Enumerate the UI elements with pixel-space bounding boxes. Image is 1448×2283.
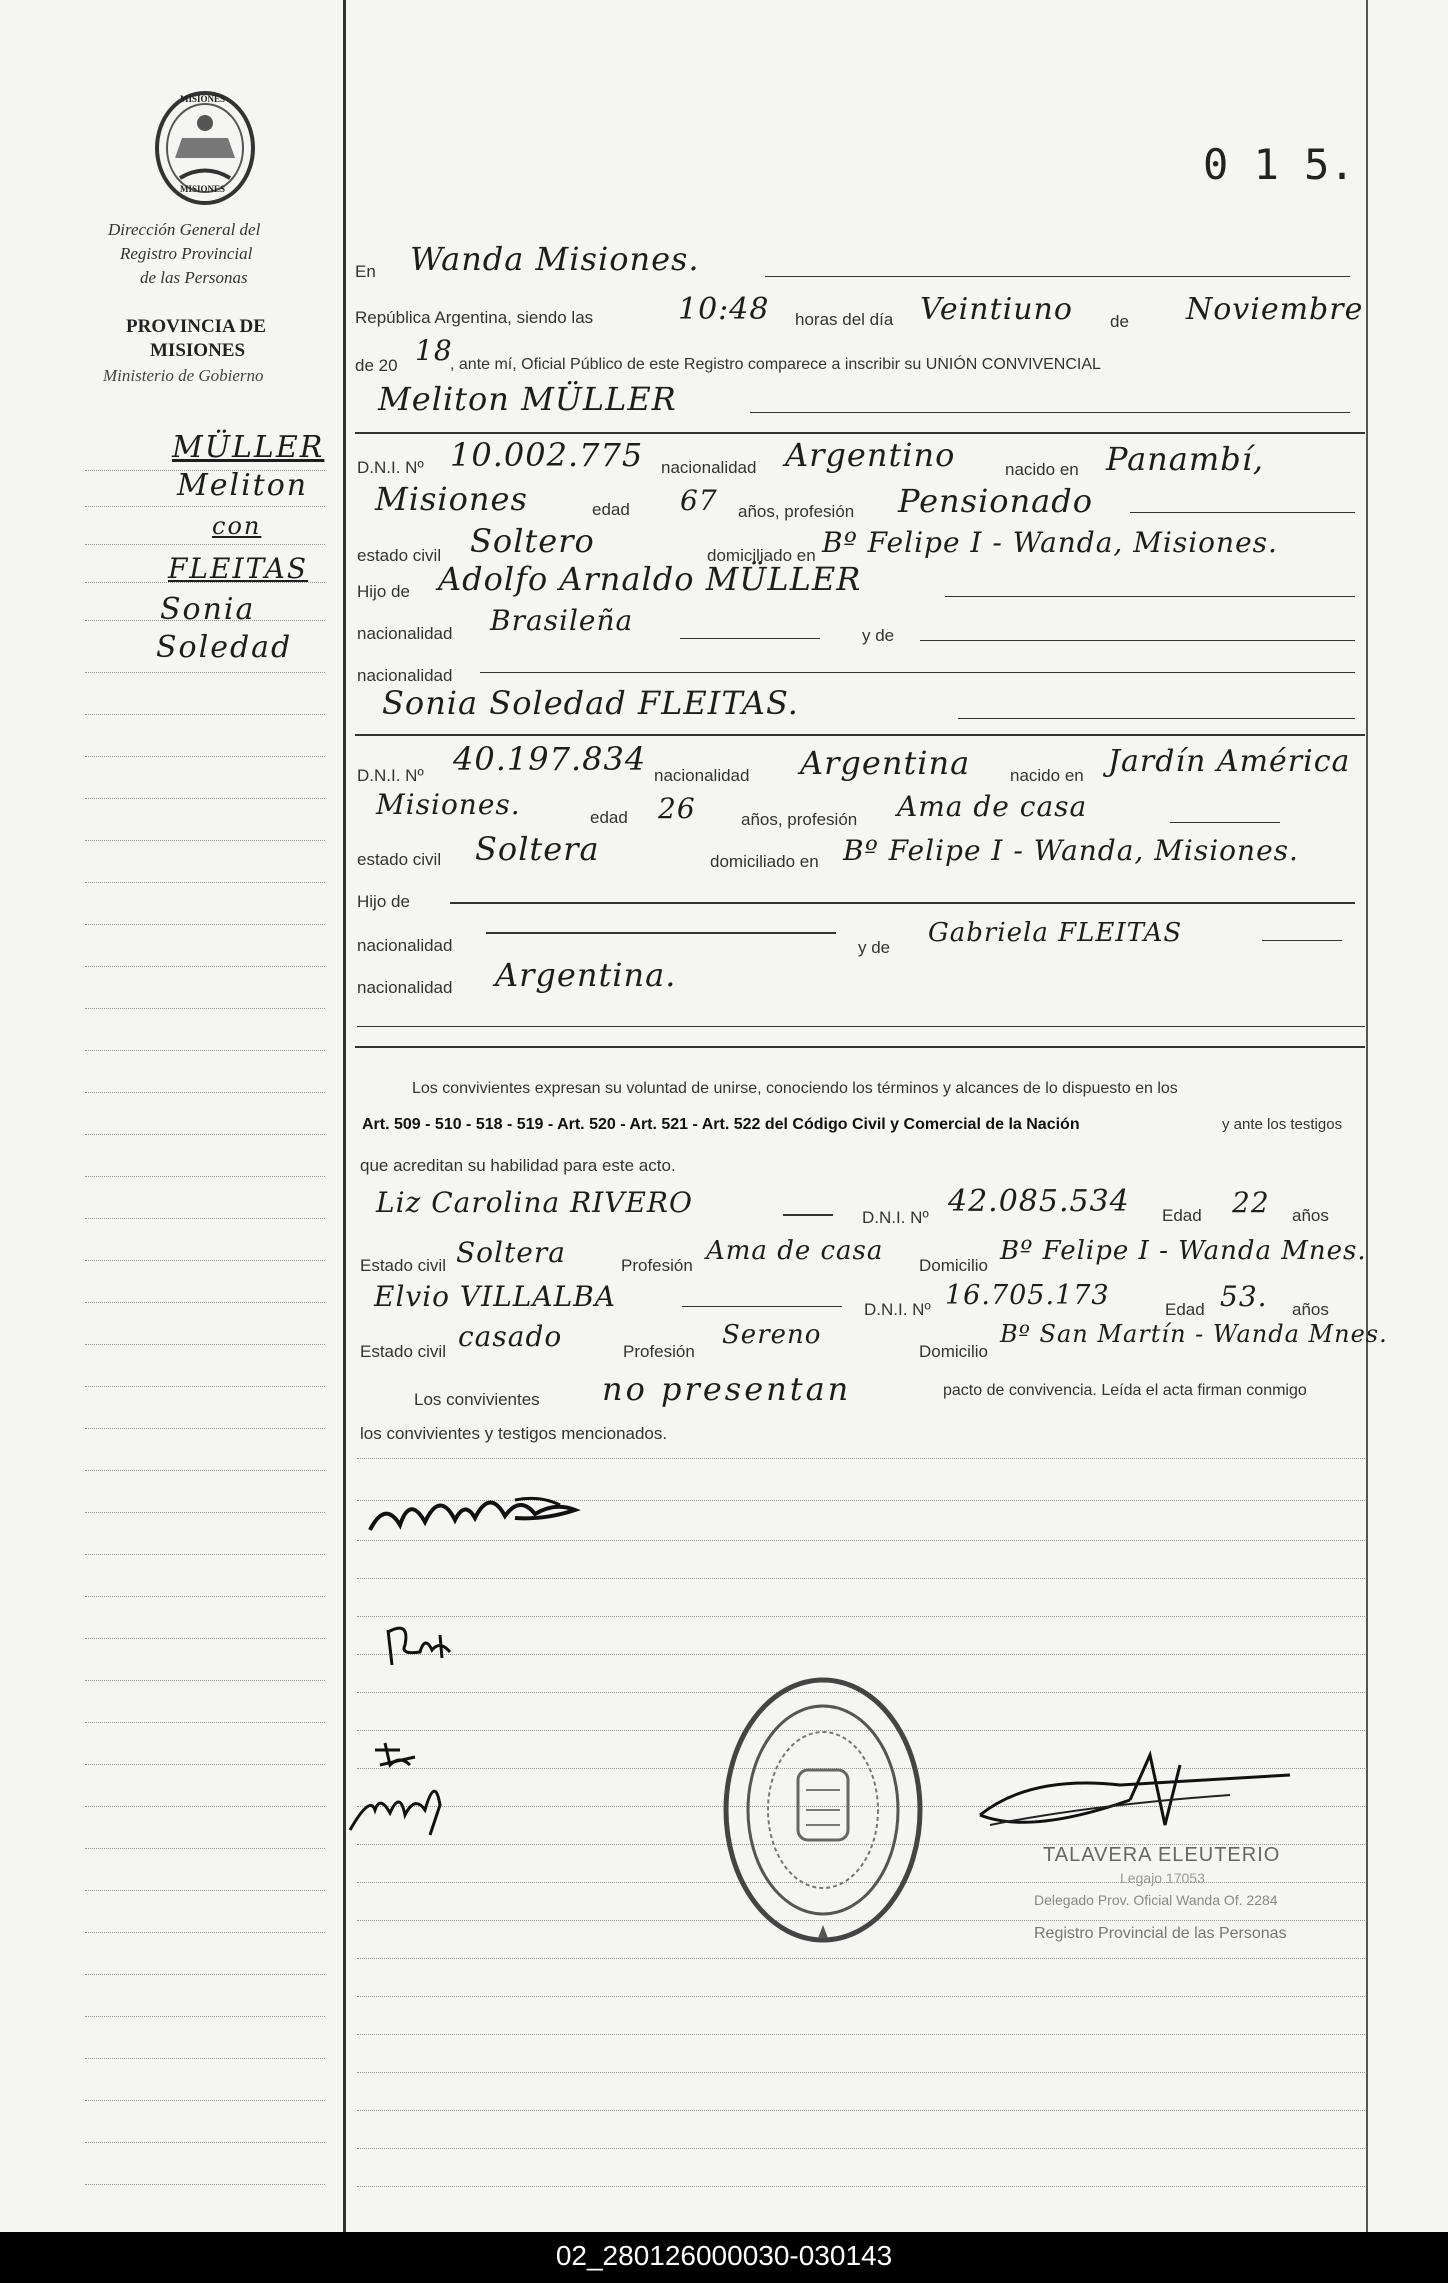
p2-label-dom: domiciliado en [710, 852, 819, 871]
p1-nationality: Argentino [785, 436, 956, 474]
p2-civil: Soltera [475, 830, 600, 868]
province-line-2: MISIONES [150, 340, 246, 361]
p1-label-nacido: nacido en [1005, 460, 1079, 479]
p1-address: Bº Felipe I - Wanda, Misiones. [822, 526, 1278, 559]
margin-name-2: Meliton [177, 468, 309, 503]
p2-label-nac2: nacionalidad [357, 936, 453, 955]
crest-text-bottom: MISIONES [180, 184, 226, 194]
p1-civil: Soltero [470, 522, 595, 560]
agency-line-1: Dirección General del [108, 220, 261, 239]
closing-label-pacto: pacto de convivencia. Leída el acta firman conmigo [943, 1382, 1307, 1399]
p2-label-nac: nacionalidad [654, 766, 750, 785]
closing-label-conv: Los convivientes [414, 1390, 540, 1409]
p1-label-dni: D.N.I. Nº [357, 458, 424, 477]
w1-label-edad: Edad [1162, 1206, 1202, 1225]
w2-profession: Sereno [722, 1320, 822, 1350]
p2-label-yde: y de [858, 938, 891, 957]
p2-profession: Ama de casa [897, 790, 1088, 823]
w2-label-prof: Profesión [623, 1342, 695, 1361]
crest-text-top: MISIONES [180, 94, 226, 104]
p1-dni: 10.002.775 [450, 436, 644, 474]
p1-profession: Pensionado [898, 482, 1093, 520]
p1-label-dom: domiciliado en [707, 546, 816, 565]
signature-1 [365, 1480, 615, 1540]
margin-name-1: MÜLLER [172, 430, 325, 465]
official-stamp [718, 1670, 928, 1950]
margin-name-6: Soledad [156, 630, 293, 665]
declaration-line-2-bold: Art. 509 - 510 - 518 - 519 - Art. 520 - Art. 521 - Art. 522 del Código Civil y Comercial de la Nación [362, 1116, 1080, 1133]
label-en: En [355, 262, 376, 281]
footer-code: 02_280126000030-030143 [555, 2240, 893, 2271]
w1-age: 22 [1232, 1186, 1270, 1219]
declaration-line-2-tail: y ante los testigos [1222, 1116, 1343, 1133]
p1-label-hijo: Hijo de [357, 582, 410, 601]
signature-2 [380, 1610, 470, 1670]
w2-label-estado: Estado civil [360, 1342, 446, 1361]
p2-label-estado: estado civil [357, 850, 442, 869]
official-role: Delegado Prov. Oficial Wanda Of. 2284 [1034, 1892, 1278, 1908]
place: Wanda Misiones. [410, 240, 700, 278]
left-column-border [343, 0, 346, 2232]
p2-mother-nat: Argentina. [495, 956, 677, 994]
margin-name-4: FLEITAS [168, 552, 309, 585]
w1-label-prof: Profesión [621, 1256, 693, 1275]
p1-label-nac: nacionalidad [661, 458, 757, 477]
label-ante: , ante mí, Oficial Público de este Registro comparece a inscribir su UNIÓN CONVIVENCIAL [450, 356, 1101, 373]
province-line-1: PROVINCIA DE [126, 316, 266, 337]
p2-birthplace2: Misiones. [376, 788, 521, 821]
w2-civil: casado [458, 1320, 563, 1353]
signature-3 [345, 1735, 475, 1845]
p1-label-nac3: nacionalidad [357, 666, 453, 685]
provincial-crest [150, 88, 260, 208]
margin-name-5: Sonia [160, 592, 256, 627]
closing-label-final: los convivientes y testigos mencionados. [360, 1424, 668, 1443]
w2-address: Bº San Martín - Wanda Mnes. [1000, 1320, 1388, 1348]
p2-label-nacido: nacido en [1010, 766, 1084, 785]
official-name: TALAVERA ELEUTERIO [1043, 1844, 1281, 1866]
declaration-line-1: Los convivientes expresan su voluntad de unirse, conociendo los términos y alcances de lo dispuesto en los [412, 1080, 1178, 1097]
time: 10:48 [678, 292, 770, 327]
person2-name: Sonia Soledad FLEITAS. [382, 684, 799, 722]
label-republica: República Argentina, siendo las [355, 308, 594, 327]
w2-age: 53. [1220, 1280, 1268, 1313]
p1-birthplace1: Panambí, [1106, 440, 1265, 478]
p1-label-anos: años, profesión [738, 502, 855, 521]
right-border [1366, 0, 1368, 2232]
p2-label-edad: edad [590, 808, 628, 827]
p2-dni: 40.197.834 [453, 740, 647, 778]
w1-label-anos: años [1292, 1206, 1329, 1225]
p1-father: Adolfo Arnaldo MÜLLER [438, 560, 862, 598]
official-signature [970, 1745, 1320, 1855]
w1-dni: 42.085.534 [948, 1184, 1130, 1219]
ministry: Ministerio de Gobierno [103, 366, 264, 385]
year-suffix: 18 [415, 334, 453, 367]
p2-label-dni: D.N.I. Nº [357, 766, 424, 785]
p1-label-nac2: nacionalidad [357, 624, 453, 643]
p2-mother: Gabriela FLEITAS [928, 918, 1183, 948]
p1-label-edad: edad [592, 500, 630, 519]
p2-label-nac3: nacionalidad [357, 978, 453, 997]
w1-address: Bº Felipe I - Wanda Mnes. [1000, 1236, 1367, 1266]
month: Noviembre [1186, 292, 1364, 327]
p2-birthplace1: Jardín América [1108, 744, 1351, 779]
p1-label-yde: y de [862, 626, 895, 645]
p1-father-nat: Brasileña [490, 604, 634, 637]
p2-label-anos: años, profesión [741, 810, 858, 829]
official-registry: Registro Provincial de las Personas [1034, 1925, 1287, 1942]
w2-name: Elvio VILLALBA [374, 1280, 617, 1313]
w1-label-dom: Domicilio [919, 1256, 988, 1275]
w1-label-estado: Estado civil [360, 1256, 446, 1275]
p1-age: 67 [680, 484, 718, 517]
official-legajo: Legajo 17053 [1120, 1870, 1205, 1886]
w2-label-anos: años [1292, 1300, 1329, 1319]
p1-birthplace2: Misiones [375, 480, 528, 518]
label-de20: de 20 [355, 356, 398, 375]
w1-label-dni: D.N.I. Nº [862, 1208, 929, 1227]
w2-label-dom: Domicilio [919, 1342, 988, 1361]
w1-name: Liz Carolina RIVERO [376, 1186, 693, 1219]
p2-address: Bº Felipe I - Wanda, Misiones. [843, 834, 1299, 867]
w2-label-edad: Edad [1165, 1300, 1205, 1319]
p1-label-estado: estado civil [357, 546, 442, 565]
closing-pact: no presentan [602, 1370, 852, 1408]
p2-age: 26 [658, 792, 696, 825]
page-number: 0 1 5. [1203, 140, 1355, 189]
margin-name-3: con [212, 512, 262, 540]
person1-name: Meliton MÜLLER [378, 380, 677, 418]
p2-label-hijo: Hijo de [357, 892, 410, 911]
w2-label-dni: D.N.I. Nº [864, 1300, 931, 1319]
label-horas: horas del día [795, 310, 894, 329]
label-de: de [1110, 312, 1129, 331]
day: Veintiuno [920, 292, 1073, 327]
w1-profession: Ama de casa [706, 1236, 884, 1266]
declaration-line-3: que acreditan su habilidad para este acto. [360, 1156, 676, 1175]
agency-line-2: Registro Provincial [120, 244, 253, 263]
footer-bar [0, 2232, 1448, 2283]
p2-nationality: Argentina [800, 744, 971, 782]
agency-line-3: de las Personas [140, 268, 248, 287]
w2-dni: 16.705.173 [945, 1280, 1110, 1311]
w1-civil: Soltera [456, 1236, 566, 1269]
